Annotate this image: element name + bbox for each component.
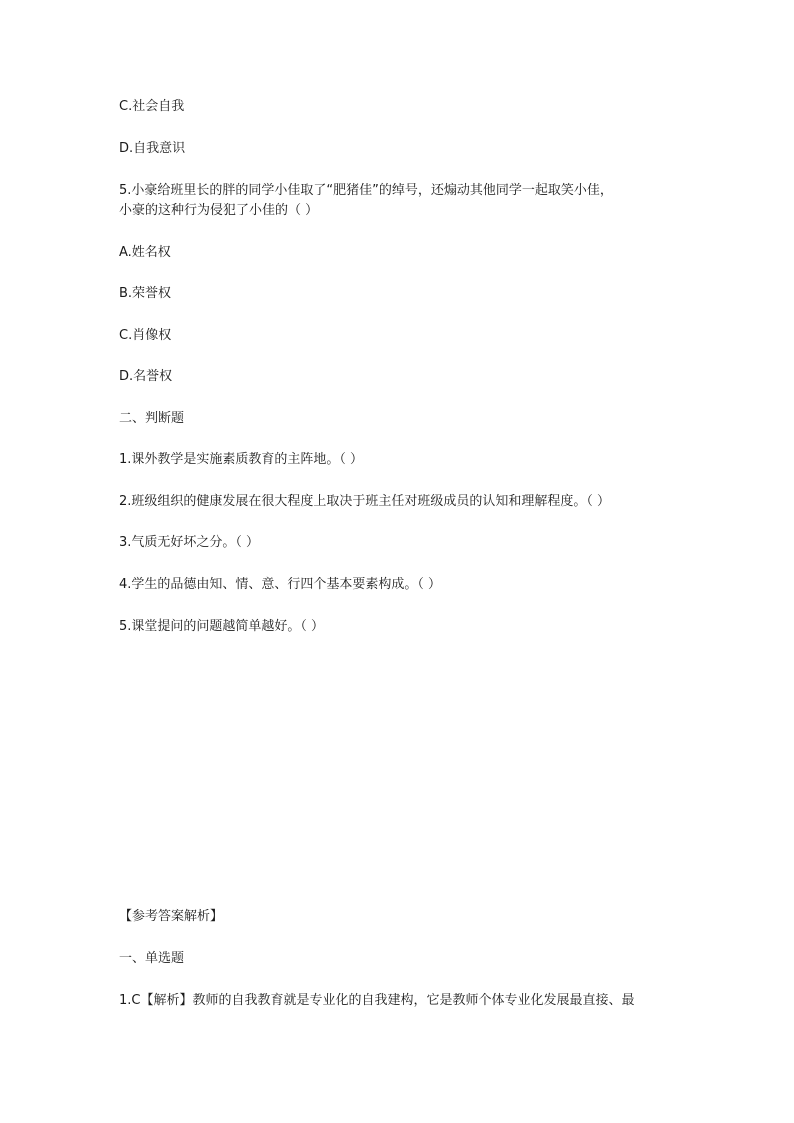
- judgment-item-1: 1.课外教学是实施素质教育的主阵地。（ ）: [119, 452, 364, 467]
- judgment-item-4: 4.学生的品德由知、情、意、行四个基本要素构成。（ ）: [119, 577, 442, 592]
- q5-option-d: D.名誉权: [119, 369, 173, 384]
- q5-stem-line2: 小豪的这种行为侵犯了小佳的（ ）: [119, 203, 319, 218]
- judgment-item-5: 5.课堂提问的问题越简单越好。（ ）: [119, 619, 325, 634]
- q5-option-b: B.荣誉权: [119, 286, 172, 301]
- q4-option-d: D.自我意识: [119, 141, 186, 156]
- section2-title: 二、判断题: [119, 411, 185, 426]
- answers-title: 【参考答案解析】: [119, 909, 224, 924]
- q5-stem-line1: 5.小豪给班里长的胖的同学小佳取了“肥猪佳”的绰号，还煽动其他同学一起取笑小佳，: [119, 183, 613, 198]
- q5-option-c: C.肖像权: [119, 328, 172, 343]
- judgment-item-2: 2.班级组织的健康发展在很大程度上取决于班主任对班级成员的认知和理解程度。（ ）: [119, 494, 611, 509]
- answer-item-1: 1.C【解析】教师的自我教育就是专业化的自我建构，它是教师个体专业化发展最直接、最: [119, 993, 635, 1008]
- answers-section1-title: 一、单选题: [119, 951, 185, 966]
- judgment-item-3: 3.气质无好坏之分。（ ）: [119, 535, 260, 550]
- q4-option-c: C.社会自我: [119, 99, 185, 114]
- q5-option-a: A.姓名权: [119, 245, 171, 260]
